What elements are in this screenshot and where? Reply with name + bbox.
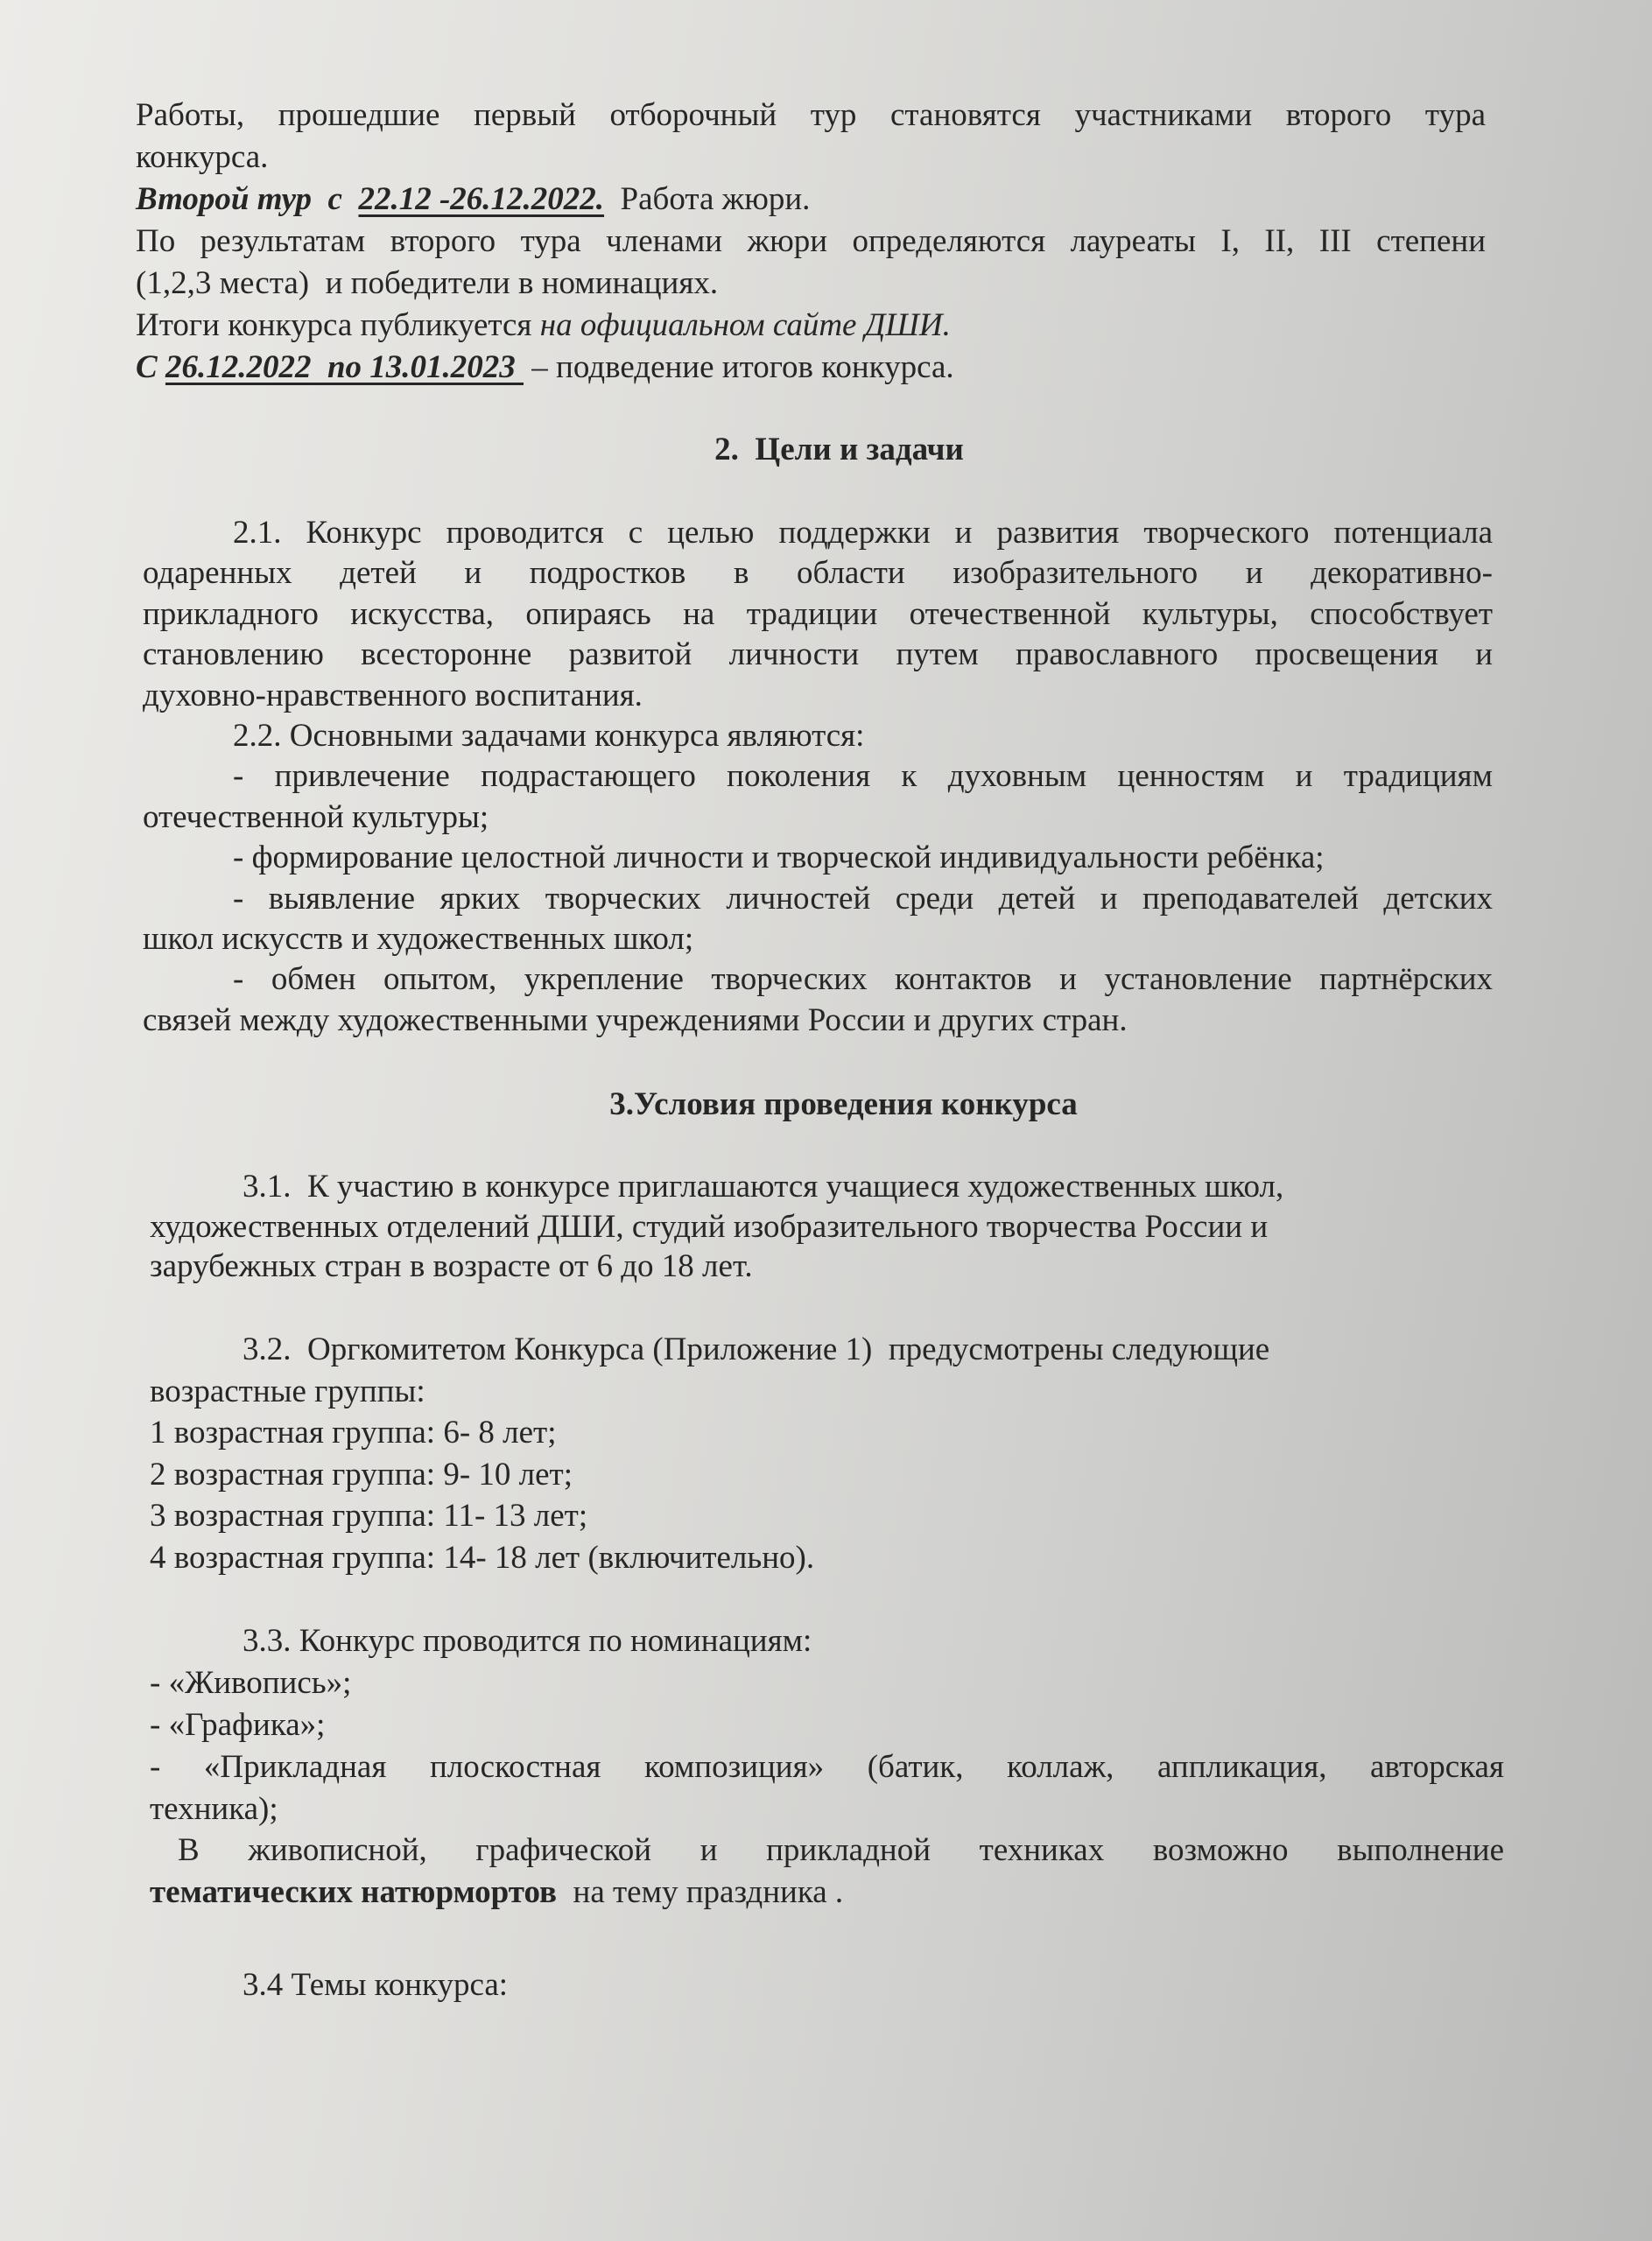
text-line: Работы, прошедшие первый отборочный тур становятся участниками второго тура xyxy=(136,97,1486,133)
text-line: художественных отделений ДШИ, студий изобразительного творчества России и xyxy=(150,1208,1269,1245)
summary-dates: 26.12.2022 по 13.01.2023 xyxy=(165,349,524,385)
text-line: школ искусств и художественных школ; xyxy=(143,920,694,957)
text-line: отечественной культуры; xyxy=(143,798,489,835)
age-group-item: 2 возрастная группа: 9- 10 лет; xyxy=(150,1456,573,1493)
second-round-label: Второй тур с xyxy=(136,181,359,217)
text-line: 3.4 Темы конкурса: xyxy=(243,1967,509,2003)
paragraph-3-4 xyxy=(150,1964,1504,2006)
text-line: одаренных детей и подростков в области изобразительного и декоративно- xyxy=(143,555,1493,592)
text-line: прикладного искусства, опираясь на традиции отечественной культуры, способствует xyxy=(143,595,1493,632)
second-round-line xyxy=(136,179,1486,221)
paragraph-3-3 xyxy=(150,1620,1504,1914)
text-line: - формирование целостной личности и творческой индивидуальности ребёнка; xyxy=(233,839,1325,876)
text-line: связей между художественными учреждениями России и других стран. xyxy=(143,1001,1128,1038)
intro-paragraph xyxy=(136,95,1486,389)
text-line: духовно-нравственного воспитания. xyxy=(143,677,643,713)
section-3-heading: 3.Условия проведения конкурса xyxy=(609,1086,1078,1122)
bold-text: тематических натюрмортов xyxy=(150,1874,558,1911)
text-line: По результатам второго тура членами жюри определяются лауреаты I, II, III степени xyxy=(136,223,1486,259)
second-round-dates: 22.12 -26.12.2022. xyxy=(358,181,605,217)
summary-dates-line xyxy=(136,347,1486,389)
text-line: становлению всесторонне развитой личности путем православного просвещения и xyxy=(143,636,1493,673)
text-line: 2.1. Конкурс проводится с целью поддержки и развития творческого потенциала xyxy=(233,515,1493,551)
nomination-item: - «Живопись»; xyxy=(150,1664,352,1701)
age-group-item: 3 возрастная группа: 11- 13 лет; xyxy=(150,1498,588,1535)
age-group-item: 1 возрастная группа: 6- 8 лет; xyxy=(150,1415,557,1451)
nomination-item: - «Графика»; xyxy=(150,1706,326,1743)
text-line: 2.2. Основными задачами конкурса являются: xyxy=(233,717,865,754)
section-2-body xyxy=(143,513,1493,1041)
text-line: 3.1. К участию в конкурсе приглашаются учащиеся художественных школ, xyxy=(243,1169,1284,1205)
text: Работа жюри. xyxy=(604,181,811,217)
text-line: возрастные группы: xyxy=(150,1373,425,1409)
nomination-item: - «Прикладная плоскостная композиция» (батик, коллаж, аппликация, авторская xyxy=(150,1748,1504,1785)
text-line: зарубежных стран в возрасте от 6 до 18 лет. xyxy=(150,1248,753,1285)
age-group-item: 4 возрастная группа: 14- 18 лет (включительно). xyxy=(150,1539,815,1576)
text: – подведение итогов конкурса. xyxy=(524,349,954,385)
text-line: 3.2. Оргкомитетом Конкурса (Приложение 1) предусмотрены следующие xyxy=(243,1331,1270,1367)
text-line: В живописной, графической и прикладной техниках возможно выполнение xyxy=(178,1832,1504,1869)
text: Итоги конкурса публикуется xyxy=(136,307,540,343)
text: на тему праздника . xyxy=(557,1874,844,1911)
text-line: - привлечение подрастающего поколения к духовным ценностям и традициям xyxy=(233,758,1493,795)
results-line xyxy=(136,305,1486,347)
text-line: - обмен опытом, укрепление творческих контактов и установление партнёрских xyxy=(233,961,1493,998)
paragraph-3-1 xyxy=(150,1167,1504,1287)
still-life-line xyxy=(150,1872,1504,1914)
official-site-text: на официальном сайте ДШИ. xyxy=(539,307,951,343)
text-line: техника); xyxy=(150,1790,278,1827)
section-2-heading: 2. Цели и задачи xyxy=(714,432,964,467)
text: С xyxy=(136,349,165,385)
text-line: конкурса. xyxy=(136,139,269,175)
text-line: (1,2,3 места) и победители в номинациях. xyxy=(136,265,719,301)
paragraph-3-2 xyxy=(150,1329,1504,1579)
text-line: - выявление ярких творческих личностей среди детей и преподавателей детских xyxy=(233,880,1493,917)
text-line: 3.3. Конкурс проводится по номинациям: xyxy=(243,1623,812,1659)
